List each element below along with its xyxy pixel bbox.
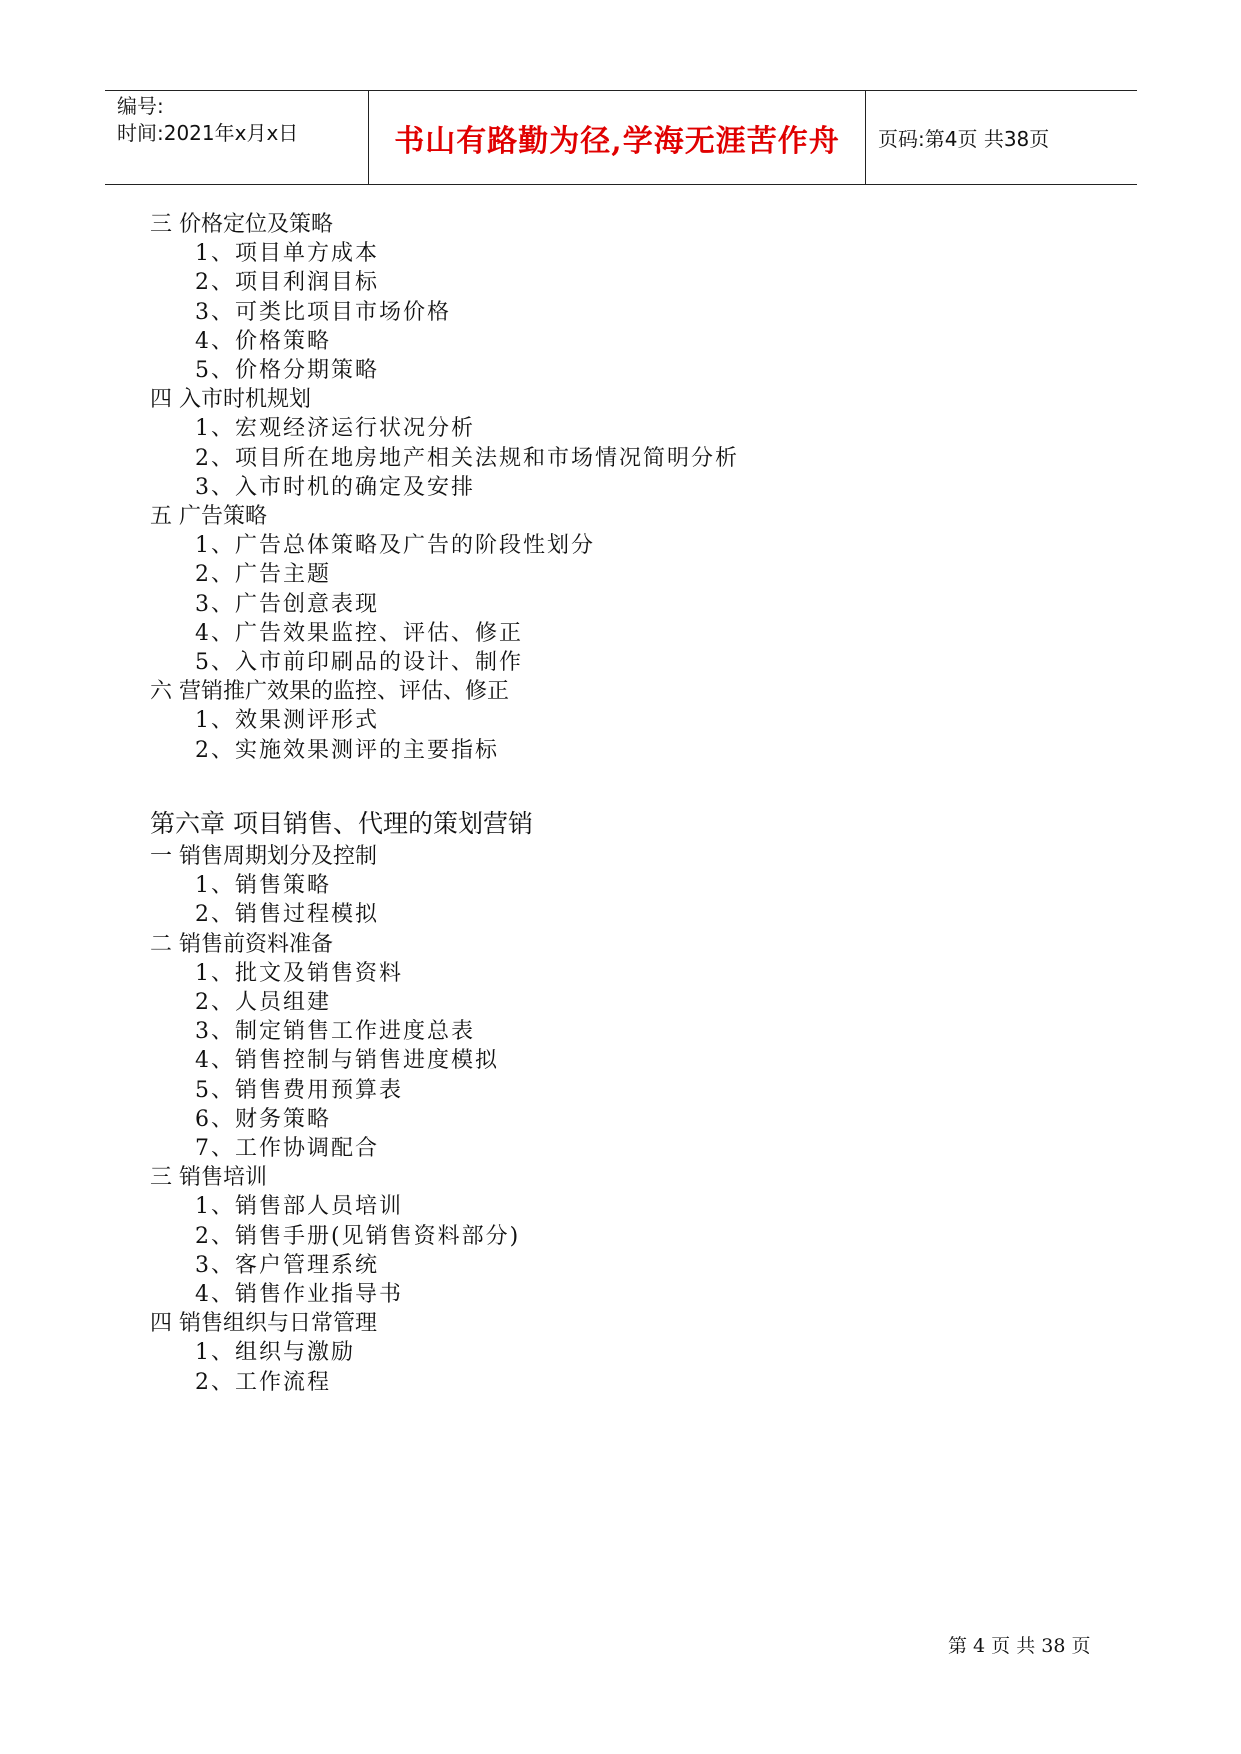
toc-section: 四 入市时机规划 — [150, 387, 311, 413]
toc-section: 六 营销推广效果的监控、评估、修正 — [150, 679, 509, 705]
toc-item: 1、销售部人员培训 — [195, 1194, 403, 1220]
toc-item: 3、可类比项目市场价格 — [195, 299, 451, 325]
toc-item: 5、价格分期策略 — [195, 358, 379, 383]
motto-text: 书山有路勤为径,学海无涯苦作舟 — [394, 123, 840, 159]
toc-item: 4、价格策略 — [195, 328, 331, 354]
toc-item: 2、项目利润目标 — [195, 270, 379, 296]
page-header — [105, 90, 1137, 185]
toc-item: 4、销售作业指导书 — [195, 1282, 403, 1307]
toc-section: 三 价格定位及策略 — [150, 212, 333, 237]
toc-item: 5、入市前印刷品的设计、制作 — [195, 650, 523, 675]
toc-section: 四 销售组织与日常管理 — [150, 1311, 377, 1337]
toc-item: 2、人员组建 — [195, 990, 331, 1015]
toc-item: 3、制定销售工作进度总表 — [195, 1019, 475, 1045]
toc-section: 一 销售周期划分及控制 — [150, 844, 377, 869]
toc-item: 3、客户管理系统 — [195, 1252, 379, 1278]
toc-item: 1、宏观经济运行状况分析 — [195, 416, 475, 442]
toc-item: 2、销售手册(见销售资料部分) — [195, 1223, 521, 1249]
header-motto-cell — [369, 91, 866, 184]
toc-item: 1、销售策略 — [195, 873, 331, 899]
header-meta-cell — [105, 91, 369, 184]
toc-item: 4、广告效果监控、评估、修正 — [195, 620, 523, 646]
toc-item: 1、广告总体策略及广告的阶段性划分 — [195, 533, 595, 559]
toc-section: 五 广告策略 — [150, 504, 267, 529]
toc-item: 1、效果测评形式 — [195, 708, 379, 734]
toc-item: 7、工作协调配合 — [195, 1136, 379, 1161]
footer-page-text: 第 4 页 共 38 页 — [948, 1635, 1091, 1657]
toc-item: 3、入市时机的确定及安排 — [195, 474, 475, 500]
header-page-cell — [866, 91, 1137, 184]
number-label: 编号: — [117, 94, 164, 118]
toc-item: 2、项目所在地房地产相关法规和市场情况简明分析 — [195, 445, 739, 471]
chapter-heading: 第六章 项目销售、代理的策划营销 — [150, 808, 533, 838]
page-footer — [948, 1631, 1090, 1658]
toc-item: 3、广告创意表现 — [195, 591, 379, 617]
header-page-info: 页码:第4页 共38页 — [878, 127, 1050, 151]
toc-item: 2、工作流程 — [195, 1369, 331, 1395]
toc-item: 2、销售过程模拟 — [195, 902, 379, 928]
toc-item: 6、财务策略 — [195, 1106, 331, 1132]
time-label: 时间:2021年x月x日 — [117, 121, 299, 145]
toc-section: 三 销售培训 — [150, 1165, 267, 1191]
toc-item: 2、实施效果测评的主要指标 — [195, 737, 499, 763]
toc-item: 2、广告主题 — [195, 562, 331, 588]
toc-item: 1、组织与激励 — [195, 1340, 355, 1366]
toc-item: 1、批文及销售资料 — [195, 960, 403, 986]
toc-item: 1、项目单方成本 — [195, 241, 379, 267]
toc-item: 5、销售费用预算表 — [195, 1077, 403, 1103]
toc-section: 二 销售前资料准备 — [150, 931, 333, 957]
toc-item: 4、销售控制与销售进度模拟 — [195, 1048, 499, 1074]
